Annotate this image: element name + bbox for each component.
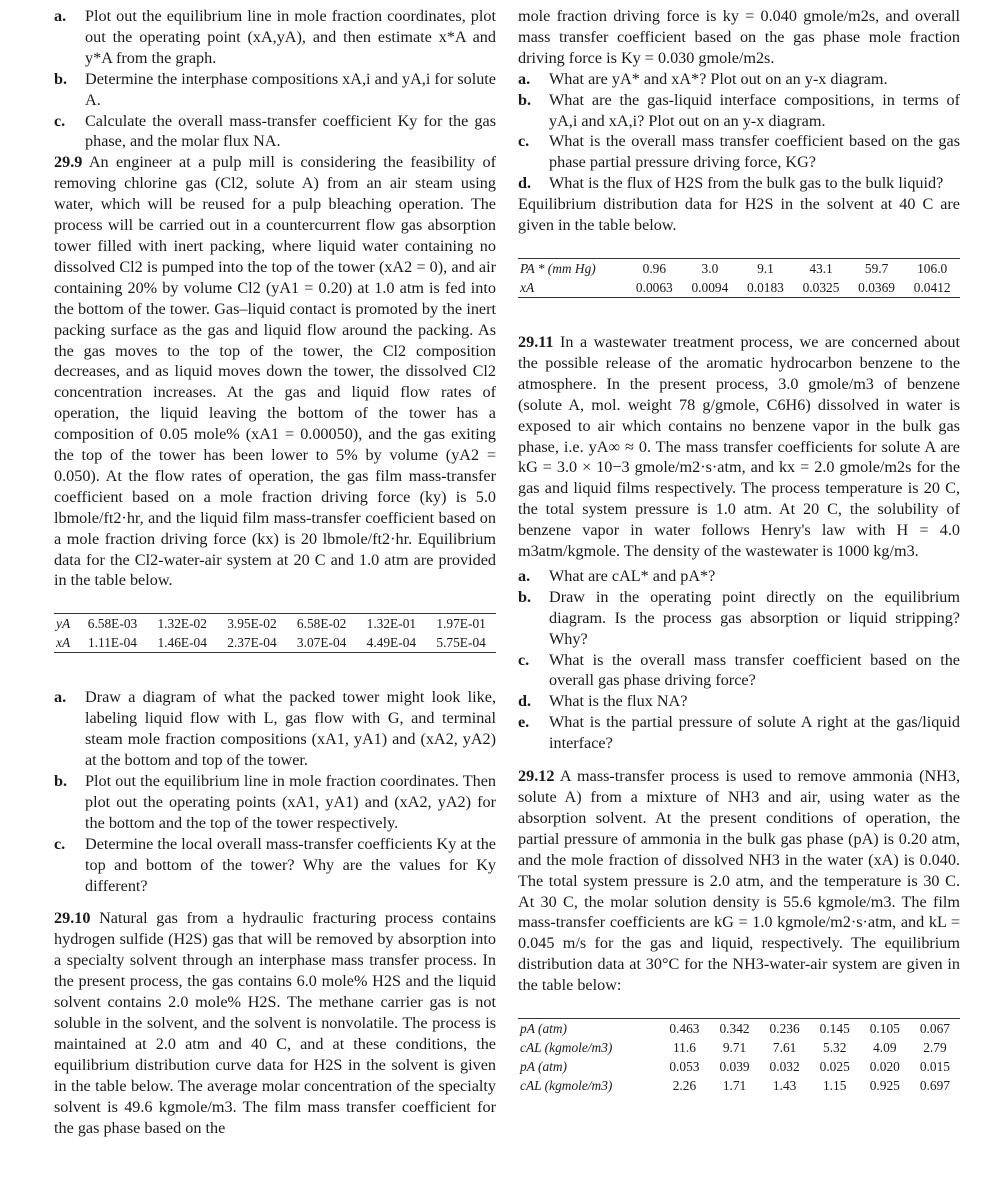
table-cell: 1.32E-02: [157, 616, 207, 632]
table-cell: 5.75E-04: [436, 635, 486, 651]
table-cell: 1.11E-04: [88, 635, 137, 651]
item-d: [518, 173, 960, 194]
item-label: d.: [518, 174, 532, 193]
item-text: What are yA* and xA*? Plot out on an y-x diagram.: [549, 69, 888, 88]
table-cell: 0.342: [719, 1021, 750, 1037]
table-cell: 0.0063: [635, 279, 673, 295]
table-cell: 0.039: [719, 1059, 750, 1075]
table-cell: 0.145: [819, 1021, 850, 1037]
problem-number: 29.12: [518, 767, 555, 786]
item-label: d.: [518, 692, 532, 711]
table-cell: 106.0: [917, 260, 948, 276]
table-cell: 0.020: [869, 1059, 900, 1075]
table-cell: 0.463: [669, 1021, 700, 1037]
item-label: e.: [518, 713, 530, 732]
item-b: [518, 90, 960, 132]
item-text: Draw in the operating point directly on the equilibrium diagram. Is the process gas absorption or liquid stripping? Why?: [549, 587, 960, 648]
item-c: [54, 111, 496, 153]
item-c: [518, 650, 960, 692]
item-text: What is the flux of H2S from the bulk gas to the bulk liquid?: [549, 174, 944, 193]
item-b: [54, 771, 496, 834]
table-cell: 1.32E-01: [366, 616, 417, 632]
problem-text: Natural gas from a hydraulic fracturing process contains hydrogen sulfide (H2S) gas that will be removed by absorption into a specialty solvent through an interphase mass transfer process. In the present process, the gas contains 6.0 mole% H2S and the liquid solvent contains 2.0 mole% H2S. The methane carrier gas is not soluble in the solvent, and the solvent is nonvolatile. The process is maintained at 2.0 atm and 40 C, and at these conditions, the equilibrium distribution curve data for H2S in the solvent is given in the table below. The average molar concentration of the specialty solvent is 49.6 kgmole/m3. The film mass transfer coefficient for the gas phase based on the: [54, 909, 496, 1137]
problem-number: 29.9: [54, 153, 83, 172]
table-cell: 1.97E-01: [436, 616, 486, 632]
table-cell: 1.46E-04: [157, 635, 207, 651]
table-row-label: pA (atm): [520, 1021, 567, 1037]
table-cell: 59.7: [864, 260, 889, 276]
item-b: [518, 587, 960, 650]
problem-29-12: [518, 766, 960, 996]
table-cell: 0.067: [919, 1021, 950, 1037]
table-cell: 3.95E-02: [227, 616, 277, 632]
item-c: [518, 131, 960, 173]
item-text: What are the gas-liquid interface compositions, in terms of yA,i and xA,i? Plot out on an y-x diagram.: [549, 90, 960, 130]
item-text: What is the overall mass transfer coefficient based on the gas phase partial pressure driving force, KG?: [549, 132, 960, 172]
table-cell: 3.0: [701, 260, 719, 276]
item-e: [518, 712, 960, 754]
item-label: c.: [54, 111, 66, 130]
item-text: Draw a diagram of what the packed tower might look like, labeling liquid flow with L, gas flow with G, and terminal steam mole fraction compositions (xA1, yA1) and (xA2, yA2) at the bottom and top of the tower.: [85, 688, 496, 770]
table-cell: 2.26: [672, 1078, 697, 1094]
item-a: [518, 566, 960, 587]
item-text: Determine the local overall mass-transfer coefficients Ky at the top and bottom of the tower? Why are the values for Ky different?: [85, 834, 496, 895]
item-label: c.: [54, 834, 66, 853]
table-cell: 2.79: [923, 1040, 947, 1056]
table-cell: 0.0094: [691, 279, 729, 295]
table-cell: 0.0412: [913, 279, 951, 295]
table-row-label: cAL (kgmole/m3): [520, 1078, 613, 1094]
table-cell: 4.09: [873, 1040, 897, 1056]
table-cell: 9.71: [722, 1040, 747, 1056]
problem-number: 29.11: [518, 332, 554, 351]
table-row-label: xA: [520, 279, 535, 295]
item-text: What is the flux NA?: [549, 692, 688, 711]
item-label: c.: [518, 650, 530, 669]
table-cell: 0.0183: [747, 279, 784, 295]
right-column: [518, 6, 960, 1095]
item-text: Plot out the equilibrium line in mole fraction coordinates. Then plot out the operating points (xA1, yA1) and (xA2, yA2) for the bottom and the top of the tower respectively.: [85, 772, 496, 832]
item-a: [54, 6, 496, 69]
item-label: a.: [54, 7, 67, 25]
table-cell: 0.0369: [858, 279, 895, 295]
table-cell: 0.96: [642, 260, 667, 276]
h2s-equilibrium-table: [518, 258, 960, 298]
problem-29-10: [54, 908, 496, 1138]
item-text: Calculate the overall mass-transfer coefficient Ky for the gas phase, and the molar flux NA.: [85, 111, 496, 151]
equilibrium-intro: Equilibrium distribution data for H2S in the solvent at 40 C are given in the table below.: [518, 195, 960, 235]
item-label: b.: [518, 90, 532, 109]
table-cell: 43.1: [809, 260, 833, 276]
item-label: b.: [518, 587, 532, 606]
item-a: [518, 69, 960, 90]
table-row-label: pA (atm): [520, 1059, 567, 1075]
cl2-equilibrium-table: [54, 613, 496, 653]
table-cell: 5.32: [823, 1040, 847, 1056]
table-row-label: yA: [56, 616, 71, 632]
table-cell: 0.236: [769, 1021, 800, 1037]
table-cell: 2.37E-04: [227, 635, 277, 651]
table-cell: 9.1: [757, 260, 774, 276]
table-row-label: xA: [56, 635, 71, 651]
table-cell: 11.6: [672, 1040, 696, 1056]
table-cell: 0.053: [669, 1059, 700, 1075]
problem-29-11: [518, 332, 960, 562]
item-text: Plot out the equilibrium line in mole fraction coordinates, plot out the operating point (xA,yA), and then estimate x*A and y*A from the graph.: [85, 7, 496, 67]
table-cell: 6.58E-03: [87, 616, 138, 632]
item-label: b.: [54, 772, 68, 790]
item-label: a.: [518, 566, 531, 585]
item-label: a.: [54, 688, 67, 707]
problem-text: A mass-transfer process is used to remove ammonia (NH3, solute A) from a mixture of NH3 and air, using water as the absorption solvent. At the present conditions of operation, the partial pressure of ammonia in the bulk gas phase (pA) is 0.20 atm, and the mole fraction of dissolved NH3 in the water (xA) is 0.040. The total system pressure is 2.0 atm, and the temperature is 30 C. At 30 C, the molar solution density is 55.6 kgmole/m3. The film mass-transfer coefficients are kG = 1.0 kgmole/m2·s·atm, and kL = 0.045 m/s for the gas and liquid, respectively. The equilibrium distribution data at 30°C for the NH3-water-air system are given in the table below:: [518, 767, 960, 995]
table-cell: 0.032: [769, 1059, 800, 1075]
table-row-label: cAL (kgmole/m3): [520, 1040, 613, 1056]
table-cell: 3.07E-04: [296, 635, 347, 651]
table-cell: 0.925: [869, 1078, 900, 1094]
table-cell: 1.71: [722, 1078, 747, 1094]
problem-text: In a wastewater treatment process, we are concerned about the possible release of the aromatic hydrocarbon benzene to the atmosphere. In the present process, 3.0 gmole/m3 of benzene (solute A, mol. weight 78 g/gmole, C6H6) dissolved in water is exposed to air which contains no benzene vapor in the bulk gas phase, i.e. yA∞ ≈ 0. The mass transfer coefficients for solute A are kG = 3.0 × 10−3 gmole/m2·s·atm, and kx = 2.0 gmole/m2s for the gas and liquid films respectively. The process temperature is 20 C, the total system pressure is 1.0 atm. At 20 C, the solubility of benzene vapor in water follows Henry's law with H = 4.0 m3atm/kgmole. The density of the wastewater is 1000 kg/m3.: [518, 332, 961, 561]
table-cell: 6.58E-02: [296, 616, 347, 632]
left-column: [54, 6, 496, 1138]
item-text: What is the overall mass transfer coefficient based on the overall gas phase driving force?: [549, 650, 960, 690]
problem-29-9: [54, 152, 496, 591]
problem-number: 29.10: [54, 909, 91, 928]
table-row-label: PA * (mm Hg): [520, 260, 596, 276]
item-c: [54, 834, 496, 897]
item-b: [54, 69, 496, 111]
item-a: [54, 687, 496, 771]
table-cell: 4.49E-04: [366, 635, 417, 651]
item-text: What is the partial pressure of solute A right at the gas/liquid interface?: [549, 713, 960, 753]
table-cell: 1.15: [823, 1078, 847, 1094]
table-cell: 7.61: [772, 1040, 797, 1056]
table-cell: 0.015: [919, 1059, 950, 1075]
item-label: a.: [518, 69, 531, 88]
problem-text: An engineer at a pulp mill is considering the feasibility of removing chlorine gas (Cl2, solute A) from an air steam using water, which will be reused for a pulp bleaching operation. The process will be carried out in a countercurrent flow gas absorption tower filled with inert packing, where liquid water containing no dissolved Cl2 is pumped into the top of the tower (xA2 = 0), and air containing 20% by volume Cl2 (yA1 = 0.20) at 1.0 atm is fed into the bottom of the tower. Gas–liquid contact is promoted by the inert packing surface as the gas and liquid flow around the packing. As the gas moves to the top of the tower, the Cl2 composition decreases, and as liquid moves down the tower, the dissolved Cl2 concentration increases. At the gas and liquid flow rates of operation, the liquid leaving the bottom of the tower has a composition of 0.05 mole% (xA1 = 0.00050), and the gas exiting the top of the tower has been lower to 5% by volume (yA2 = 0.050). At the flow rates of operation, the gas film mass-transfer coefficient based on a mole fraction driving force (ky) is 5.0 lbmole/ft2·hr, and the liquid film mass-transfer coefficient based on a mole fraction driving force (kx) is 20 lbmole/ft2·hr. Equilibrium data for the Cl2-water-air system at 20 C and 1.0 atm are provided in the table below.: [54, 153, 496, 590]
table-cell: 0.105: [869, 1021, 900, 1037]
item-d: [518, 691, 960, 712]
item-text: What are cAL* and pA*?: [549, 566, 716, 585]
item-text: Determine the interphase compositions xA,i and yA,i for solute A.: [85, 69, 496, 109]
table-cell: 1.43: [772, 1078, 797, 1094]
table-cell: 0.025: [819, 1059, 850, 1075]
item-label: c.: [518, 132, 530, 151]
table-cell: 0.697: [919, 1078, 950, 1094]
table-cell: 0.0325: [802, 279, 840, 295]
problem-29-10-continued: mole fraction driving force is ky = 0.040 gmole/m2s, and overall mass transfer coefficient based on the gas phase mole fraction driving force is Ky = 0.030 gmole/m2s.: [518, 7, 960, 67]
nh3-equilibrium-table: [518, 1018, 960, 1095]
item-label: b.: [54, 69, 68, 88]
